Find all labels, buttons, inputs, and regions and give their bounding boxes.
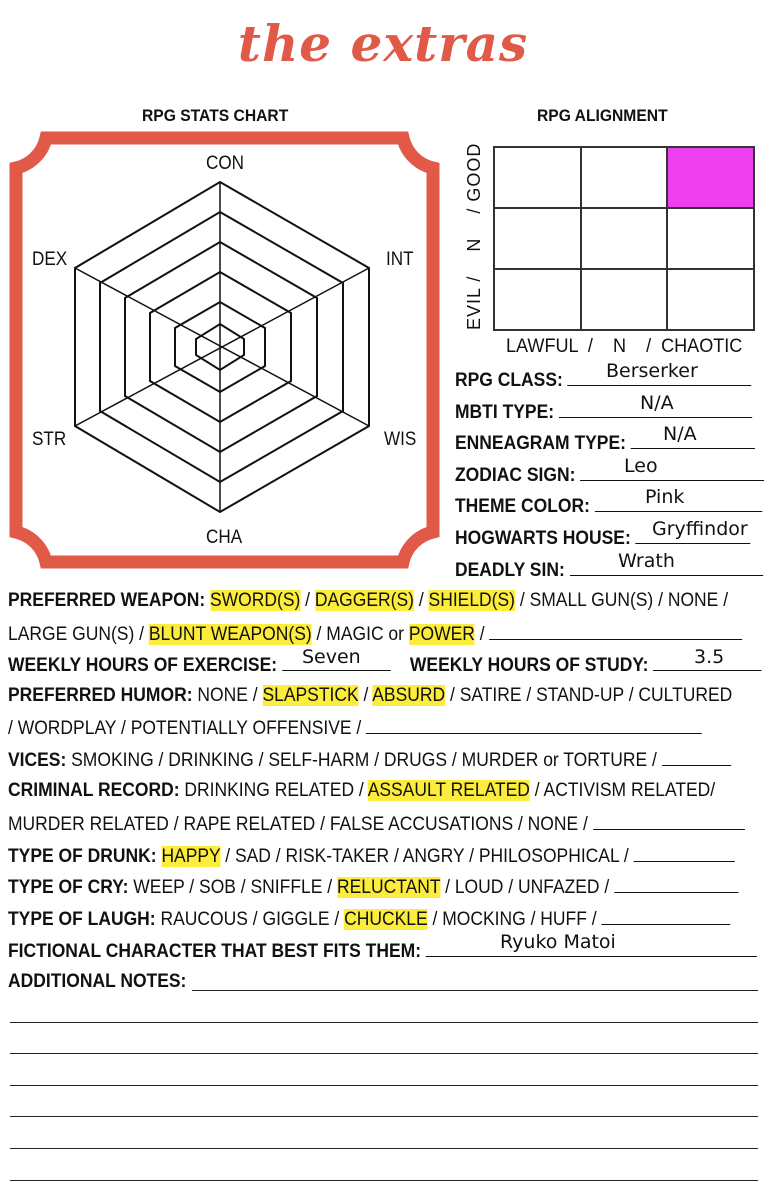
humor-other-field[interactable] bbox=[366, 715, 702, 734]
exercise-label: WEEKLY HOURS OF EXERCISE: bbox=[8, 655, 278, 676]
laugh-other-field[interactable] bbox=[601, 906, 730, 925]
fictional-row bbox=[8, 938, 757, 964]
study-label: WEEKLY HOURS OF STUDY: bbox=[409, 655, 649, 676]
enneagram-label: ENNEAGRAM TYPE: bbox=[455, 433, 626, 454]
vices-option-murder[interactable]: MURDER or TORTURE bbox=[461, 750, 648, 771]
rpg-class-label: RPG CLASS: bbox=[455, 370, 563, 391]
vices-option-self-harm[interactable]: SELF-HARM bbox=[268, 750, 370, 771]
notes-label: ADDITIONAL NOTES: bbox=[8, 971, 187, 992]
alignment-cell-chaotic-good[interactable] bbox=[667, 147, 754, 208]
alignment-cell-neutral-good[interactable] bbox=[581, 147, 668, 208]
notes-line[interactable] bbox=[10, 1022, 758, 1023]
rpg-class-row bbox=[455, 367, 752, 393]
drunk-label: TYPE OF DRUNK: bbox=[8, 846, 157, 867]
alignment-cell-true-neutral[interactable] bbox=[581, 208, 668, 269]
humor-option-offensive[interactable]: POTENTIALLY OFFENSIVE bbox=[130, 718, 352, 739]
cry-label: TYPE OF CRY: bbox=[8, 877, 129, 898]
notes-row bbox=[8, 970, 186, 994]
stat-label-wis: WIS bbox=[384, 429, 417, 450]
vices-option-smoking[interactable]: SMOKING bbox=[71, 750, 154, 771]
weapon-row: PREFERRED WEAPON: SWORD(S) / DAGGER(S) / SHIELD(S) / SMALL GUN(S) / NONE / bbox=[8, 590, 729, 611]
stat-label-str: STR bbox=[32, 429, 67, 450]
zodiac-label: ZODIAC SIGN: bbox=[455, 465, 576, 486]
notes-line[interactable] bbox=[10, 1085, 758, 1086]
mbti-value[interactable]: N/A bbox=[640, 392, 674, 414]
alignment-cell-lawful-evil[interactable] bbox=[494, 269, 581, 330]
criminal-option-rape[interactable]: RAPE RELATED bbox=[183, 814, 316, 835]
stat-label-int: INT bbox=[386, 249, 414, 270]
humor-option-none[interactable]: NONE bbox=[197, 685, 248, 706]
notes-line[interactable] bbox=[192, 990, 758, 991]
alignment-title: RPG ALIGNMENT bbox=[537, 106, 668, 125]
humor-option-slapstick[interactable]: SLAPSTICK bbox=[262, 685, 359, 706]
cry-option-loud[interactable]: LOUD bbox=[454, 877, 504, 898]
vices-row: VICES: SMOKING / DRINKING / SELF-HARM / DRUGS / MURDER or TORTURE / bbox=[8, 747, 731, 773]
weapon-option-shields[interactable]: SHIELD(S) bbox=[428, 590, 515, 611]
alignment-cell-chaotic-neutral[interactable] bbox=[667, 208, 754, 269]
notes-line[interactable] bbox=[10, 1180, 758, 1181]
weapon-option-small-guns[interactable]: SMALL GUN(S) bbox=[529, 590, 654, 611]
humor-option-standup[interactable]: STAND-UP bbox=[536, 685, 624, 706]
humor-option-absurd[interactable]: ABSURD bbox=[372, 685, 446, 706]
drunk-other-field[interactable] bbox=[634, 843, 735, 862]
humor-row-2: / WORDPLAY / POTENTIALLY OFFENSIVE / bbox=[8, 715, 702, 741]
fictional-value[interactable]: Ryuko Matoi bbox=[500, 931, 616, 953]
vices-other-field[interactable] bbox=[662, 747, 731, 766]
notes-line[interactable] bbox=[10, 1116, 758, 1117]
weapon-option-blunt[interactable]: BLUNT WEAPON(S) bbox=[148, 624, 312, 645]
theme-color-value[interactable]: Pink bbox=[645, 486, 685, 508]
laugh-label: TYPE OF LAUGH: bbox=[8, 909, 156, 930]
notes-line[interactable] bbox=[10, 1148, 758, 1149]
criminal-option-drinking[interactable]: DRINKING RELATED bbox=[184, 780, 355, 801]
theme-color-row bbox=[455, 493, 762, 519]
laugh-option-raucous[interactable]: RAUCOUS bbox=[160, 909, 248, 930]
cry-option-reluctant[interactable]: RELUCTANT bbox=[336, 877, 441, 898]
alignment-y-axis-label: EVIL / N / GOOD bbox=[464, 142, 484, 330]
zodiac-value[interactable]: Leo bbox=[624, 455, 658, 477]
fictional-label: FICTIONAL CHARACTER THAT BEST FITS THEM: bbox=[8, 941, 422, 962]
drunk-option-philosophical[interactable]: PHILOSOPHICAL bbox=[478, 846, 620, 867]
page-title: the extras bbox=[237, 14, 529, 73]
criminal-option-assault[interactable]: ASSAULT RELATED bbox=[367, 780, 530, 801]
weapon-option-power[interactable]: POWER bbox=[408, 624, 475, 645]
humor-row: PREFERRED HUMOR: NONE / SLAPSTICK / ABSURD / SATIRE / STAND-UP / CULTURED bbox=[8, 685, 733, 706]
criminal-option-false[interactable]: FALSE ACCUSATIONS bbox=[329, 814, 514, 835]
alignment-cell-neutral-evil[interactable] bbox=[581, 269, 668, 330]
mbti-row bbox=[455, 399, 752, 425]
hogwarts-value[interactable]: Gryffindor bbox=[652, 518, 748, 540]
humor-label: PREFERRED HUMOR: bbox=[8, 685, 193, 706]
laugh-option-huff[interactable]: HUFF bbox=[540, 909, 587, 930]
alignment-cell-lawful-good[interactable] bbox=[494, 147, 581, 208]
criminal-row-2: MURDER RELATED / RAPE RELATED / FALSE ACCUSATIONS / NONE / bbox=[8, 811, 745, 837]
deadly-sin-row bbox=[455, 557, 763, 583]
stat-label-dex: DEX bbox=[32, 249, 68, 270]
enneagram-value[interactable]: N/A bbox=[663, 423, 697, 445]
weapon-row-2: LARGE GUN(S) / BLUNT WEAPON(S) / MAGIC or POWER / bbox=[8, 621, 742, 647]
zodiac-row bbox=[455, 462, 764, 488]
humor-option-satire[interactable]: SATIRE bbox=[459, 685, 522, 706]
theme-color-label: THEME COLOR: bbox=[455, 496, 590, 517]
criminal-option-activism[interactable]: ACTIVISM RELATED bbox=[543, 780, 711, 801]
humor-option-cultured[interactable]: CULTURED bbox=[638, 685, 733, 706]
criminal-other-field[interactable] bbox=[593, 811, 745, 830]
criminal-option-murder[interactable]: MURDER RELATED bbox=[8, 814, 169, 835]
exercise-value[interactable]: Seven bbox=[302, 646, 361, 668]
drunk-option-risk-taker[interactable]: RISK-TAKER bbox=[285, 846, 390, 867]
zodiac-field[interactable] bbox=[580, 462, 764, 481]
vices-option-drugs[interactable]: DRUGS bbox=[383, 750, 448, 771]
laugh-row: TYPE OF LAUGH: RAUCOUS / GIGGLE / CHUCKLE / MOCKING / HUFF / bbox=[8, 906, 730, 932]
vices-option-drinking[interactable]: DRINKING bbox=[168, 750, 254, 771]
laugh-option-giggle[interactable]: GIGGLE bbox=[262, 909, 330, 930]
weapon-option-daggers[interactable]: DAGGER(S) bbox=[314, 590, 414, 611]
rpg-class-value[interactable]: Berserker bbox=[606, 360, 698, 382]
drunk-row: TYPE OF DRUNK: HAPPY / SAD / RISK-TAKER / ANGRY / PHILOSOPHICAL / bbox=[8, 843, 735, 869]
drunk-option-angry[interactable]: ANGRY bbox=[402, 846, 465, 867]
drunk-option-sad[interactable]: SAD bbox=[234, 846, 271, 867]
weapon-label: PREFERRED WEAPON: bbox=[8, 590, 206, 611]
vices-label: VICES: bbox=[8, 750, 67, 771]
study-value[interactable]: 3.5 bbox=[694, 646, 725, 668]
cry-other-field[interactable] bbox=[614, 874, 738, 893]
humor-option-wordplay[interactable]: WORDPLAY bbox=[17, 718, 117, 739]
weapon-other-field[interactable] bbox=[489, 621, 742, 640]
weapon-option-swords[interactable]: SWORD(S) bbox=[210, 590, 301, 611]
hexagon-spokes bbox=[75, 182, 369, 512]
notes-line[interactable] bbox=[10, 1053, 758, 1054]
alignment-x-axis-label: LAWFUL / N / CHAOTIC bbox=[506, 336, 743, 357]
cry-option-sniffle[interactable]: SNIFFLE bbox=[250, 877, 323, 898]
cry-row: TYPE OF CRY: WEEP / SOB / SNIFFLE / RELUCTANT / LOUD / UNFAZED / bbox=[8, 874, 738, 900]
weapon-option-magic[interactable]: MAGIC or bbox=[326, 624, 404, 645]
alignment-cell-lawful-neutral[interactable] bbox=[494, 208, 581, 269]
criminal-row: CRIMINAL RECORD: DRINKING RELATED / ASSAULT RELATED / ACTIVISM RELATED/ bbox=[8, 780, 716, 801]
criminal-option-none[interactable]: NONE bbox=[527, 814, 579, 835]
hogwarts-label: HOGWARTS HOUSE: bbox=[455, 528, 631, 549]
stat-label-cha: CHA bbox=[206, 527, 243, 548]
deadly-sin-label: DEADLY SIN: bbox=[455, 560, 565, 581]
alignment-grid bbox=[493, 146, 755, 331]
hours-row bbox=[8, 652, 762, 678]
weapon-option-none[interactable]: NONE bbox=[667, 590, 719, 611]
stat-label-con: CON bbox=[206, 153, 245, 174]
laugh-option-mocking[interactable]: MOCKING bbox=[442, 909, 526, 930]
weapon-option-large-guns[interactable]: LARGE GUN(S) bbox=[8, 624, 135, 645]
criminal-label: CRIMINAL RECORD: bbox=[8, 780, 180, 801]
cry-option-sob[interactable]: SOB bbox=[199, 877, 236, 898]
cry-option-unfazed[interactable]: UNFAZED bbox=[517, 877, 600, 898]
drunk-option-happy[interactable]: HAPPY bbox=[161, 846, 221, 867]
deadly-sin-value[interactable]: Wrath bbox=[618, 550, 675, 572]
cry-option-weep[interactable]: WEEP bbox=[133, 877, 185, 898]
mbti-label: MBTI TYPE: bbox=[455, 402, 555, 423]
enneagram-row bbox=[455, 430, 755, 456]
laugh-option-chuckle[interactable]: CHUCKLE bbox=[344, 909, 428, 930]
stats-chart-title: RPG STATS CHART bbox=[142, 106, 289, 125]
alignment-cell-chaotic-evil[interactable] bbox=[667, 269, 754, 330]
